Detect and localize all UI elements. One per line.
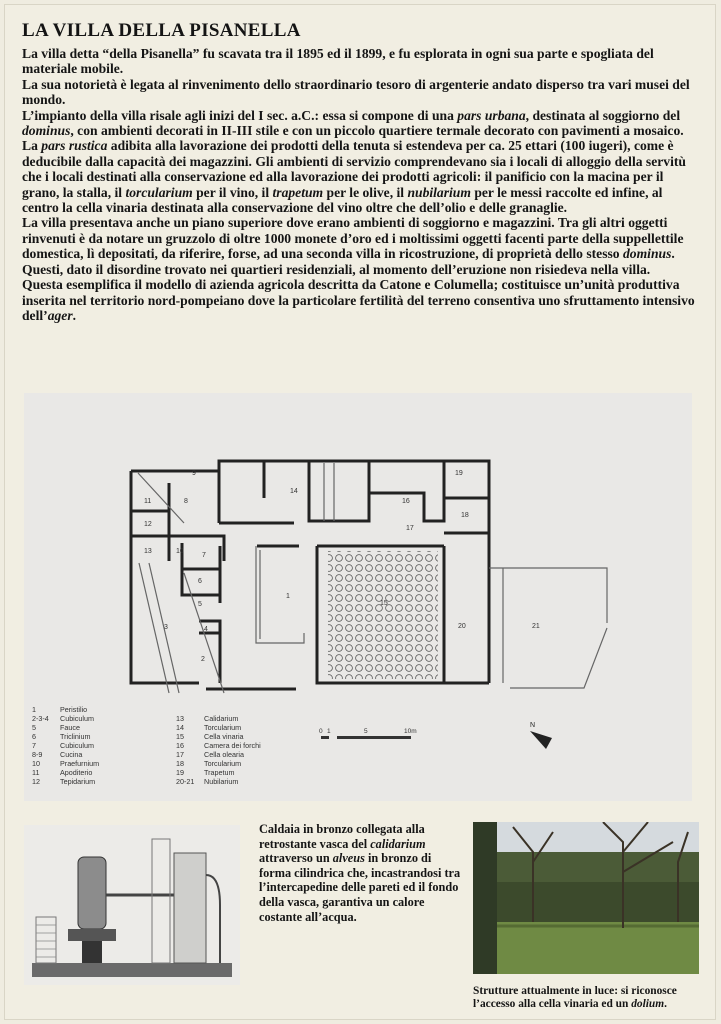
body-text bbox=[22, 46, 700, 323]
legend-name: Triclinium bbox=[60, 732, 91, 741]
room-label: 9 bbox=[192, 470, 196, 477]
legend-num: 1 bbox=[32, 705, 36, 714]
legend-name: Trapetum bbox=[204, 768, 235, 777]
legend-right bbox=[176, 714, 261, 786]
boiler-illustration bbox=[24, 825, 240, 985]
room-label: 1 bbox=[286, 593, 290, 600]
legend-num: 18 bbox=[176, 759, 184, 768]
legend-name: Praefurnium bbox=[60, 759, 100, 768]
room-label: 5 bbox=[198, 601, 202, 608]
room-label: 13 bbox=[144, 548, 152, 555]
legend-num: 14 bbox=[176, 723, 184, 732]
legend-name: Cubiculum bbox=[60, 741, 94, 750]
legend-name: Calidarium bbox=[204, 714, 239, 723]
legend-name: Torcularium bbox=[204, 723, 242, 732]
boiler-caption: Caldaia in bronzo collegata alla retrostante vasca del calidarium attraverso un alveus in bronzo di forma cilindrica che, incastrandosi tra l’intercapedine delle pareti ed il fondo della vasca, garantiva un calore costante all’acqua. bbox=[259, 822, 461, 924]
room-label: 18 bbox=[461, 512, 469, 519]
legend-num: 16 bbox=[176, 741, 184, 750]
furnace-top bbox=[68, 929, 116, 941]
legend-num: 10 bbox=[32, 759, 40, 768]
room-label: 15 bbox=[380, 600, 388, 607]
legend-num: 8-9 bbox=[32, 750, 43, 759]
room-label: 7 bbox=[202, 552, 206, 559]
paragraph-2: La sua notorietà è legata al rinvenimento dello straordinario tesoro di argenterie andato disperso tra vari musei del mondo. bbox=[22, 76, 690, 108]
paragraph-3: L’impianto della villa risale agli inizi del I sec. a.C.: essa si compone di una pars urbana, destinata al soggiorno del dominus, con ambienti decorati in II-III stile e con un piccolo quartiere termale decorato con pavimenti a mosaico. La pars rustica adibita alla lavorazione dei prodotti della tenuta si estendeva per ca. 25 ettari (100 iugeri), come è deducibile dalla capacità dei magazzini. Gli ambienti di servizio comprendevano sia i locali di alloggio della servitù che i locali destinati alla conservazione ed alla lavorazione dei prodotti agricoli: il panificio con la macina per il grano, la stalla, il torcularium per il vino, il trapetum per le olive, il nubilarium per le messi raccolte ed infine, al centro la cella vinaria destinata alla conservazione del vino oltre che dell’olio e delle granaglie. bbox=[22, 107, 686, 216]
scale-bar bbox=[319, 728, 417, 739]
legend-num: 20-21 bbox=[176, 777, 195, 786]
legend-num: 6 bbox=[32, 732, 36, 741]
floor-plan bbox=[24, 393, 692, 801]
legend-name: Cucina bbox=[60, 750, 83, 759]
north-label: N bbox=[530, 722, 536, 729]
legend-name: Cubiculum bbox=[60, 714, 94, 723]
site-photo bbox=[473, 822, 699, 974]
furnace-mouth bbox=[82, 941, 102, 963]
legend-left bbox=[32, 705, 99, 786]
tank bbox=[174, 853, 206, 963]
legend-num: 12 bbox=[32, 777, 40, 786]
legend-num: 15 bbox=[176, 732, 184, 741]
scale-label: 10m bbox=[404, 728, 417, 735]
legend-num: 13 bbox=[176, 714, 184, 723]
legend-name: Fauce bbox=[60, 723, 80, 732]
paragraph-1: La villa detta “della Pisanella” fu scavata tra il 1895 ed il 1899, e fu esplorata in ogni sua parte e spogliata del materiale mobile. bbox=[22, 46, 654, 77]
legend-name: Torcularium bbox=[204, 759, 242, 768]
legend-name: Camera dei forchi bbox=[204, 741, 261, 750]
room-label: 21 bbox=[532, 623, 540, 630]
photo-caption: Strutture attualmente in luce: si riconosce l’accesso alla cella vinaria ed un dolium. bbox=[473, 985, 677, 1011]
floor-hatch bbox=[32, 963, 232, 977]
room-label: 17 bbox=[406, 525, 414, 532]
legend-name: Cella vinaria bbox=[204, 732, 244, 741]
legend-num: 5 bbox=[32, 723, 36, 732]
scale-label: 0 bbox=[319, 728, 323, 735]
room-label: 14 bbox=[290, 488, 298, 495]
boiler bbox=[78, 857, 106, 929]
dolia-field bbox=[328, 551, 438, 679]
floor-plan-drawing bbox=[24, 393, 692, 801]
page-title: LA VILLA DELLA PISANELLA bbox=[22, 20, 301, 41]
room-label: 10 bbox=[176, 548, 184, 555]
room-label: 6 bbox=[198, 578, 202, 585]
paragraph-4: La villa presentava anche un piano superiore dove erano ambienti di soggiorno e magazzini. Tra gli altri oggetti rinvenuti è da notare un gruzzolo di oltre 1000 monete d’oro ed i moltissimi oggetti facenti parte della suppellettile domestica, lì depositati, da riferire, forse, ad una seconda villa in ricostruzione, di proprietà dello stesso dominus. Questi, dato il disordine trovato nei quartieri residenziali, al momento dell’eruzione non risiedeva nella villa. bbox=[22, 215, 684, 277]
wall-column bbox=[152, 839, 170, 963]
scale-label: 5 bbox=[364, 728, 368, 735]
legend-name: Peristilio bbox=[60, 705, 88, 714]
room-label: 3 bbox=[164, 624, 168, 631]
legend-name: Nubilarium bbox=[204, 777, 239, 786]
room-label: 19 bbox=[455, 470, 463, 477]
legend-num: 17 bbox=[176, 750, 184, 759]
legend-name: Apoditerio bbox=[60, 768, 93, 777]
room-label: 12 bbox=[144, 521, 152, 528]
room-label: 16 bbox=[402, 498, 410, 505]
room-label: 11 bbox=[144, 498, 152, 505]
room-label: 20 bbox=[458, 623, 466, 630]
legend-name: Cella olearia bbox=[204, 750, 244, 759]
scale-label: 1 bbox=[327, 728, 331, 735]
room-label: 8 bbox=[184, 498, 188, 505]
legend-num: 2-3-4 bbox=[32, 714, 49, 723]
legend bbox=[32, 705, 261, 786]
legend-num: 11 bbox=[32, 768, 40, 777]
legend-num: 7 bbox=[32, 741, 36, 750]
site-photo-drawing bbox=[473, 822, 699, 974]
north-arrow-icon bbox=[530, 722, 552, 749]
room-label: 2 bbox=[201, 656, 205, 663]
stairs bbox=[36, 917, 56, 963]
boiler-drawing bbox=[24, 825, 240, 985]
paragraph-5: Questa esemplifica il modello di azienda agricola descritta da Catone e Columella; costituisce un’unità produttiva inserita nel territorio nord-pompeiano dove la particolare fertilità del terreno consentiva uno sfruttamento intensivo dell’ager. bbox=[22, 277, 695, 323]
legend-num: 19 bbox=[176, 768, 184, 777]
room-label: 4 bbox=[204, 626, 208, 633]
legend-name: Tepidarium bbox=[60, 777, 96, 786]
